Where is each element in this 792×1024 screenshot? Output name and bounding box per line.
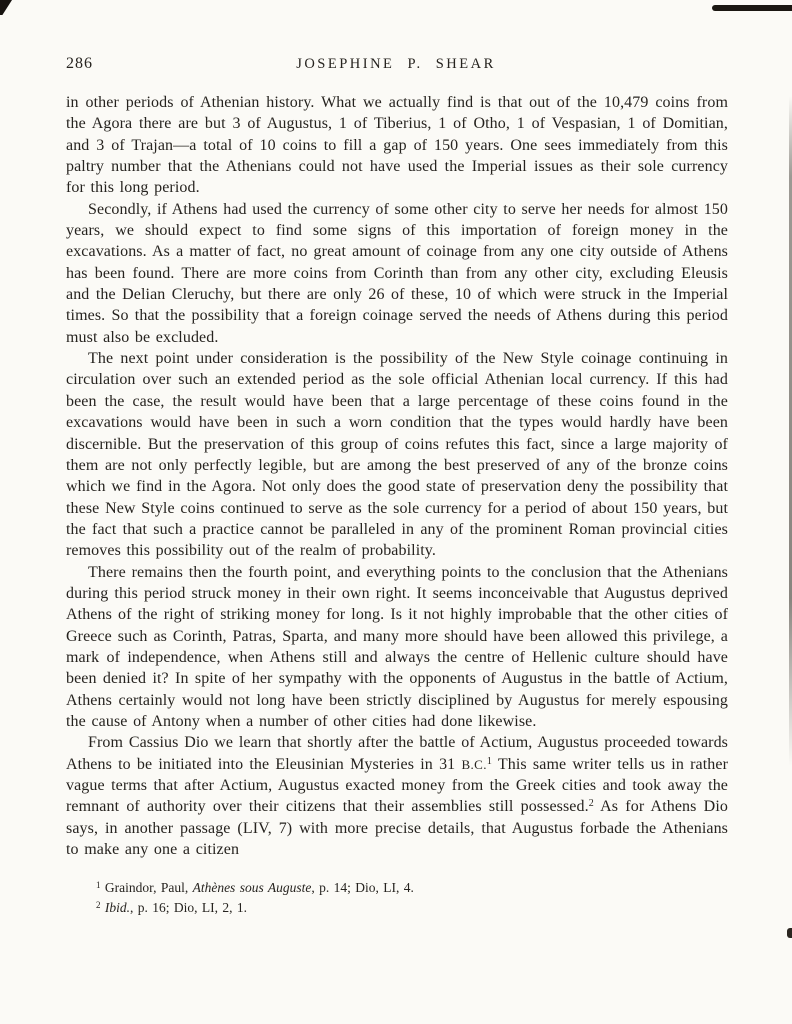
running-head-title: JOSEPHINE P. SHEAR — [296, 56, 496, 72]
footnote-marker: 2 — [96, 900, 101, 911]
text-run-italic: Athènes sous Auguste — [192, 880, 312, 896]
text-run: , p. 16; Dio, LI, 2, 1. — [130, 900, 247, 916]
paragraph — [66, 92, 728, 199]
text-run-italic: Ibid. — [104, 900, 130, 916]
scan-artifact-top-left — [0, 0, 12, 15]
text-run: in other periods of Athenian history. What we actually find is that out of the 10,479 coins from the Agora there are but 3 of Augustus, 1 of Tiberius, 1 of Otho, 1 of Vespasian, 1 of Domitian, and 3 of Trajan—a total of 10 coins to fill a gap of 150 years. One sees immediately from this paltry number that the Athenians could not have used the Imperial issues as their sole currency for this long period. — [66, 94, 728, 197]
text-run: From Cassius Dio we learn that shortly after the battle of Actium, Augustus proceeded towards Athens to be initiated into the Eleusinian Mysteries in 31 — [66, 734, 728, 773]
footnote-marker: 1 — [96, 880, 101, 891]
footnote-marker: 2 — [588, 798, 594, 810]
text-run: , p. 14; Dio, LI, 4. — [311, 880, 414, 896]
paragraph — [66, 199, 728, 348]
running-head — [0, 55, 792, 77]
paragraph — [66, 348, 728, 561]
footnote-marker: 1 — [486, 755, 493, 767]
body-text — [66, 92, 728, 860]
footnote — [66, 878, 728, 898]
text-run: Secondly, if Athens had used the currency of some other city to serve her needs for almost 150 years, we should expect to find some signs of this importation of foreign money in the excavations. As a matter of fact, no great amount of coinage from any one city outside of Athens has been found. There are more coins from Corinth than from any other city, excluding Eleusis and the Delian Cleruchy, but there are only 26 of these, 10 of which were struck in the Imperial times. So that the possibility that a foreign coinage served the needs of Athens during this period must also be excluded. — [66, 200, 728, 346]
text-run: There remains then the fourth point, and everything points to the conclusion that the Athenians during this period struck money in their own right. It seems inconceivable that Augustus deprived Athens of the right of striking money for long. Is it not highly improbable that the other cities of Greece such as Corinth, Patras, Sparta, and many more should have been allowed this privilege, a mark of independence, when Athens still and always the centre of Hellenic culture should have been denied it? In spite of her sympathy with the opponents of Augustus in the battle of Actium, Athens certainly would not long have been strictly disciplined by Augustus for merely espousing the cause of Antony when a number of other cities had done likewise. — [66, 563, 728, 730]
text-run: As for Athens Dio says, in another passage (LIV, 7) with more precise details, that Augustus forbade the Athenians to make any one a citizen — [66, 798, 728, 859]
footnotes — [66, 878, 728, 918]
scan-artifact-top-right — [712, 5, 792, 11]
text-run: This same writer tells us in rather vague terms that after Actium, Augustus exacted money from the Greek cities and took away the remnant of authority over their citizens that their assemblies still possessed. — [66, 755, 728, 816]
footnote — [66, 898, 728, 918]
text-run-smallcaps: B.C. — [461, 756, 487, 772]
text-run: Graindor, Paul, — [100, 880, 193, 896]
paragraph — [66, 562, 728, 733]
text-run: The next point under consideration is the possibility of the New Style coinage continuing in circulation over such an extended period as the sole official Athenian local currency. If this had been the case, the result would have been that a large percentage of these coins found in the excavations would have been in such a worn condition that the types would hardly have been discernible. But the preservation of this group of coins refutes this fact, since a large majority of them are not only perfectly legible, but are among the best preserved of any of the bronze coins which we find in the Agora. Not only does the good state of preservation deny the possibility that these New Style coins continued to serve as the sole currency for a period of about 150 years, but the fact that such a practice cannot be paralleled in any of the prominent Roman provincial cities removes this possibility out of the realm of probability. — [66, 350, 728, 560]
paragraph — [66, 732, 728, 860]
page-number: 286 — [66, 55, 93, 72]
scan-artifact-right-dot — [787, 928, 792, 938]
